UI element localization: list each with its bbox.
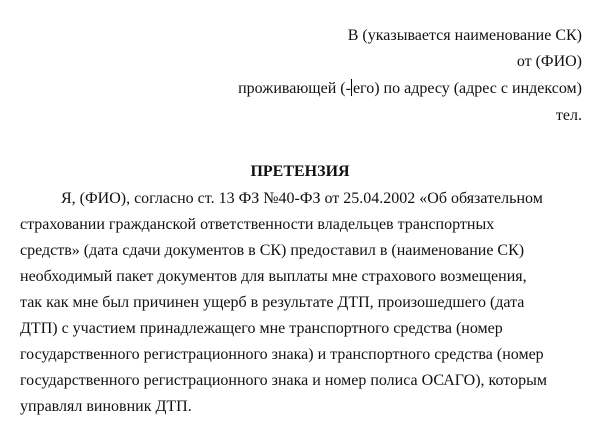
address-text-after-caret: его) по адресу (адрес с индексом) [352, 80, 582, 97]
body-line: государственного регистрационного знака и номер полиса ОСАГО), которым [20, 372, 547, 389]
body-line: Я, (ФИО), согласно ст. 13 ФЗ №40-ФЗ от 25.04.2002 «Об обязательном [61, 190, 543, 207]
address-text-before-caret: проживающей (- [238, 80, 351, 97]
body-line: ДТП) с участием принадлежащего мне транспортного средства (номер [20, 320, 503, 337]
body-line: средств» (дата сдачи документов в СК) предоставил в (наименование СК) [20, 242, 525, 259]
sender-line: от (ФИО) [516, 53, 582, 70]
recipient-line: В (указывается наименование СК) [347, 27, 582, 44]
body-line: государственного регистрационного знака) и транспортного средства (номер [20, 346, 544, 363]
body-line: необходимый пакет документов для выплаты мне страхового возмещения, [20, 268, 527, 285]
body-line: страховании гражданской ответственности владельцев транспортных [20, 216, 495, 233]
phone-line: тел. [555, 107, 582, 124]
address-line[interactable] [238, 79, 582, 99]
body-line: управлял виновник ДТП. [20, 398, 192, 415]
body-line: так как мне был причинен ущерб в результате ДТП, произошедшего (дата [20, 294, 525, 311]
document-title: ПРЕТЕНЗИЯ [250, 163, 350, 180]
